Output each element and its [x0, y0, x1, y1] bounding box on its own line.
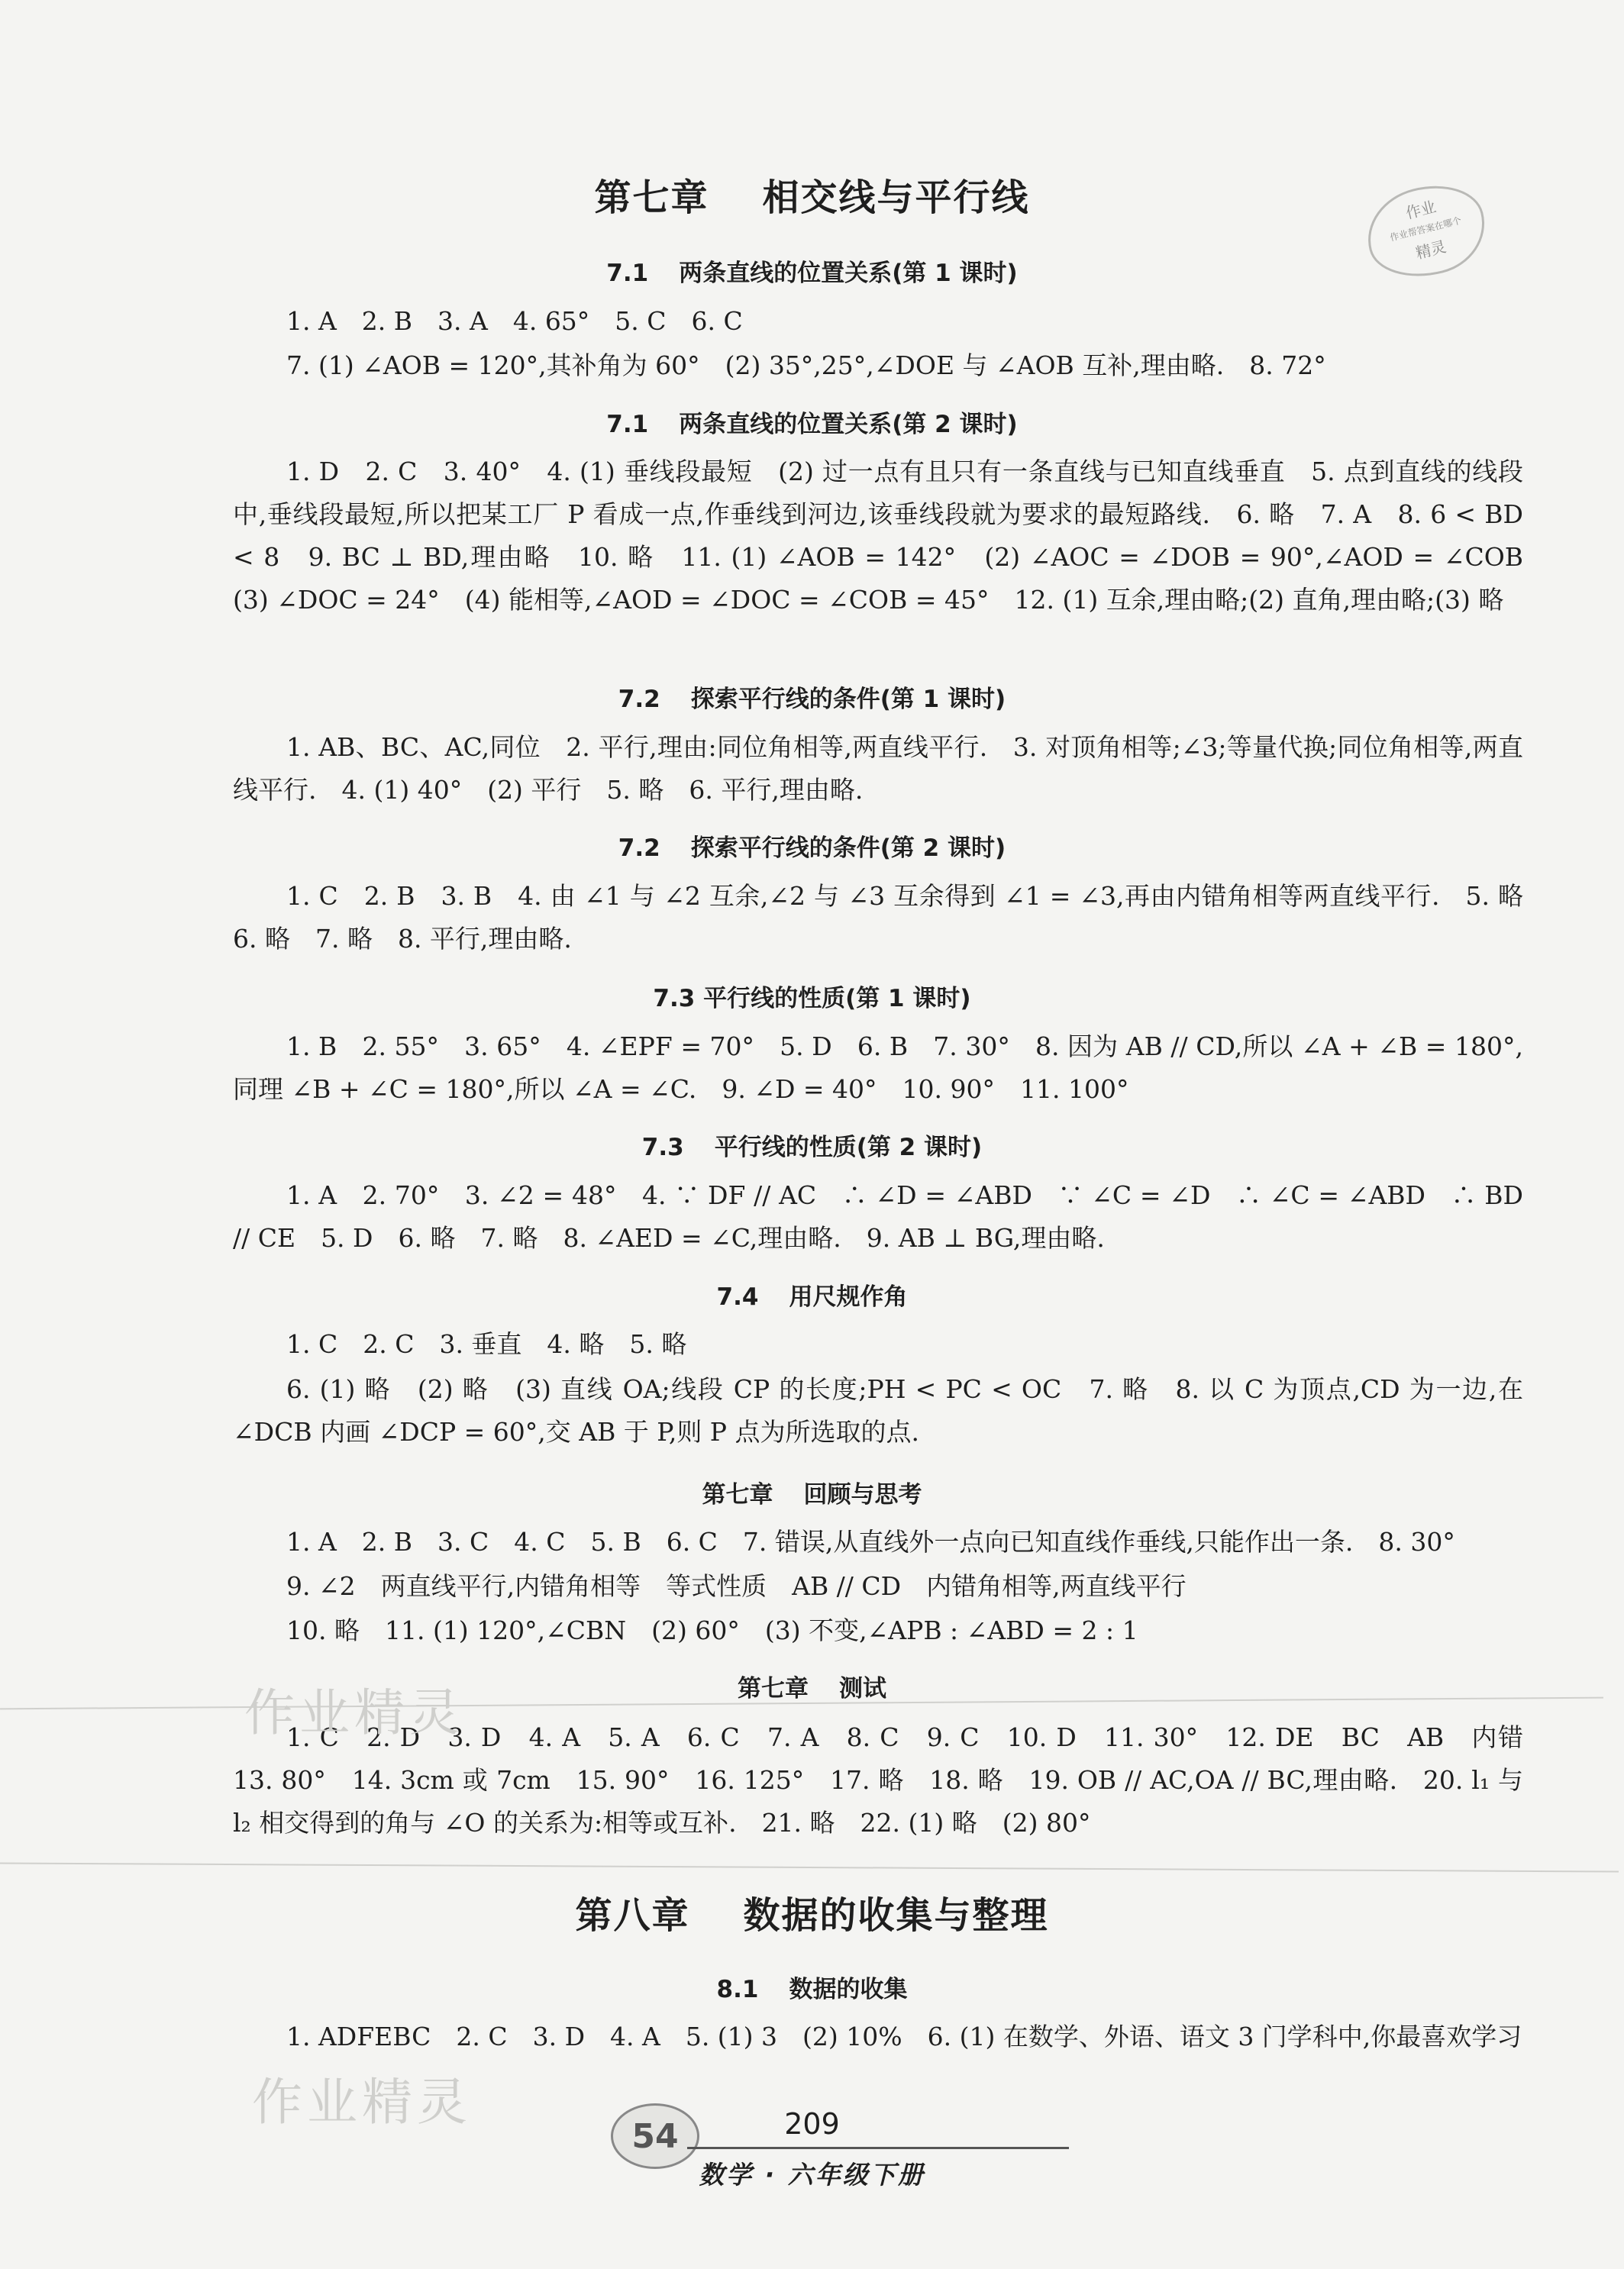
answer-paragraph: 1. A 2. B 3. A 4. 65° 5. C 6. C [286, 306, 743, 336]
page-fold-line [0, 1862, 1619, 1872]
section-title: 第七章 回顾与思考 [702, 1481, 922, 1509]
answer-paragraph: 6. (1) 略 (2) 略 (3) 直线 OA;线段 CP 的长度;PH < PC < OC 7. 略 8. 以 C 为顶点,CD 为一边,在 ∠DCB 内画 ∠DCP = 60°,交 AB 于 P,则 P 点为所选取的点. [233, 1374, 1523, 1447]
page-number: 209 [784, 2107, 840, 2141]
section-title: 7.2 探索平行线的条件(第 1 课时) [618, 686, 1006, 713]
answer-paragraph: 1. B 2. 55° 3. 65° 4. ∠EPF = 70° 5. D 6. B 7. 30° 8. 因为 AB // CD,所以 ∠A + ∠B = 180°,同理 ∠B + ∠C = 180°,所以 ∠A = ∠C. 9. ∠D = 40° 10. 90° 11. 100° [233, 1031, 1523, 1104]
answer-paragraph: 1. C 2. B 3. B 4. 由 ∠1 与 ∠2 互余,∠2 与 ∠3 互余得到 ∠1 = ∠3,再由内错角相等两直线平行. 5. 略 6. 略 7. 略 8. 平行,理由略. [233, 881, 1548, 954]
footer-divider [687, 2147, 1069, 2149]
answer-paragraph: 9. ∠2 两直线平行,内错角相等 等式性质 AB // CD 内错角相等,两直线平行 [286, 1571, 1187, 1601]
answer-paragraph: 10. 略 11. (1) 120°,∠CBN (2) 60° (3) 不变,∠APB : ∠ABD = 2 : 1 [286, 1615, 1138, 1645]
section-title: 7.3 平行线的性质(第 2 课时) [641, 1134, 983, 1161]
chapter-7-title: 第七章 相交线与平行线 [594, 176, 1030, 219]
footer-badge-logo: 54 [611, 2103, 699, 2169]
answer-paragraph: 1. ADFEBC 2. C 3. D 4. A 5. (1) 3 (2) 10% 6. (1) 在数学、外语、语文 3 门学科中,你最喜欢学习 [286, 2022, 1522, 2051]
section-title: 7.2 探索平行线的条件(第 2 课时) [618, 834, 1006, 862]
watermark: 作业精灵 [244, 1683, 464, 1742]
answer-paragraph: 1. A 2. 70° 3. ∠2 = 48° 4. ∵ DF // AC ∴ ∠D = ∠ABD ∵ ∠C = ∠D ∴ ∠C = ∠ABD ∴ BD // CE 5. D 6. 略 7. 略 8. ∠AED = ∠C,理由略. 9. AB ⊥ BG,理由略. [233, 1180, 1523, 1253]
answer-paragraph: 7. (1) ∠AOB = 120°,其补角为 60° (2) 35°,25°,∠DOE 与 ∠AOB 互补,理由略. 8. 72° [286, 350, 1326, 380]
section-title: 7.1 两条直线的位置关系(第 1 课时) [606, 260, 1018, 287]
answer-paragraph: 1. AB、BC、AC,同位 2. 平行,理由:同位角相等,两直线平行. 3. 对顶角相等;∠3;等量代换;同位角相等,两直线平行. 4. (1) 40° (2) 平行 5. 略 6. 平行,理由略. [233, 732, 1523, 805]
section-title: 7.1 两条直线的位置关系(第 2 课时) [606, 411, 1018, 438]
section-title: 8.1 数据的收集 [716, 1976, 908, 2003]
section-title: 第七章 测试 [738, 1675, 886, 1703]
answer-paragraph: 1. A 2. B 3. C 4. C 5. B 6. C 7. 错误,从直线外一点向已知直线作垂线,只能作出一条. 8. 30° [286, 1527, 1455, 1557]
homework-stamp-logo: 作业 作业帮答案在哪个 精灵 [1358, 174, 1494, 289]
answer-paragraph: 1. C 2. D 3. D 4. A 5. A 6. C 7. A 8. C 9. C 10. D 11. 30° 12. DE BC AB 内错 13. 80° 14. 3cm 或 7cm 15. 90° 16. 125° 17. 略 18. 略 19. OB // AC,OA // BC,理由略. 20. l₁ 与 l₂ 相交得到的角与 ∠O 的关系为:相等或互补. 21. 略 22. (1) 略 (2) 80° [233, 1722, 1548, 1838]
watermark: 作业精灵 [252, 2073, 472, 2132]
section-title: 7.3 平行线的性质(第 1 课时) [653, 985, 971, 1012]
answer-paragraph: 1. D 2. C 3. 40° 4. (1) 垂线段最短 (2) 过一点有且只有一条直线与已知直线垂直 5. 点到直线的线段中,垂线段最短,所以把某工厂 P 看成一点,作垂线到河边,该垂线段就为要求的最短路线. 6. 略 7. A 8. 6 < BD < 8 9. BC ⊥ BD,理由略 10. 略 11. (1) ∠AOB = 142° (2) ∠AOC = ∠DOB = 90°,∠AOD = ∠COB (3) ∠DOC = 24° (4) 能相等,∠AOD = ∠DOC = ∠COB = 45° 12. (1) 互余,理由略;(2) 直角,理由略;(3) 略 [233, 457, 1548, 615]
answer-paragraph: 1. C 2. C 3. 垂直 4. 略 5. 略 [286, 1329, 687, 1359]
chapter-8-title: 第八章 数据的收集与整理 [575, 1894, 1049, 1937]
section-title: 7.4 用尺规作角 [716, 1283, 908, 1311]
book-title: 数学 · 六年级下册 [699, 2160, 925, 2190]
